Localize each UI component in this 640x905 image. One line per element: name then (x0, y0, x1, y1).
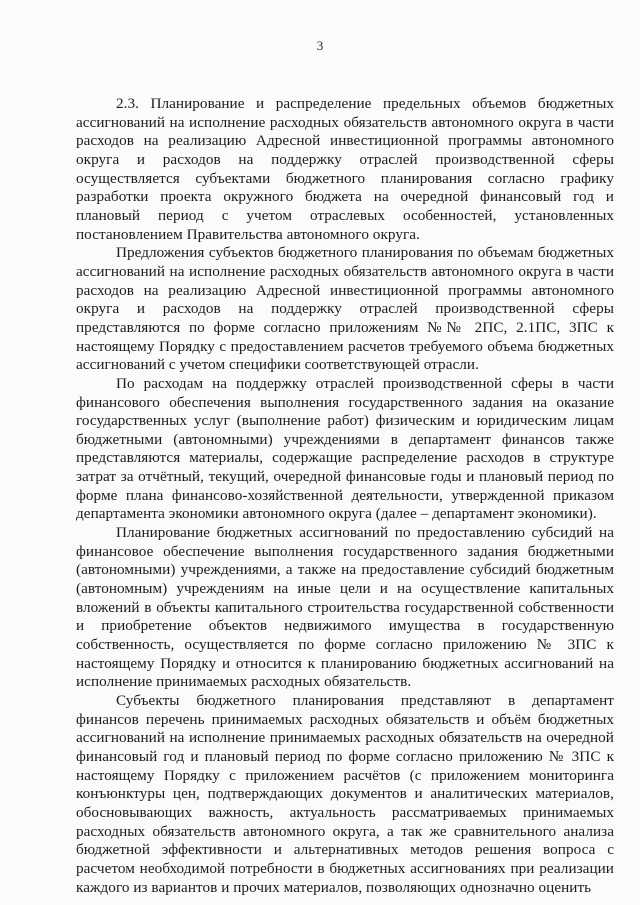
paragraph-proposals: Предложения субъектов бюджетного планирования по объемам бюджетных ассигнований на исполнение расходных обязательств автономного округа в части расходов на реализацию Адресной инвестиционной программы автономного округа и расходов на поддержку отраслей производственной сферы представляются по форме согласно приложениям №№ 2ПС, 2.1ПС, 3ПС к настоящему Порядку с предоставлением расчетов требуемого объема бюджетных ассигнований с учетом специфики соответствующей отрасли. (76, 244, 614, 374)
document-body (76, 95, 614, 897)
paragraph-2-3-planning: 2.3. Планирование и распределение предельных объемов бюджетных ассигнований на исполнение расходных обязательств автономного округа в части расходов на реализацию Адресной инвестиционной программы автономного округа и расходов на поддержку отраслей производственной сферы осуществляется субъектами бюджетного планирования согласно графику разработки проекта окружного бюджета на очередной финансовый год и плановый период с учетом отраслевых особенностей, установленных постановлением Правительства автономного округа. (76, 95, 614, 243)
page-number: 3 (316, 38, 324, 53)
paragraph-production-sphere-expenses: По расходам на поддержку отраслей производственной сферы в части финансового обеспечения выполнения государственного задания на оказание государственных услуг (выполнение работ) физическим и юридическим лицам бюджетными (автономными) учреждениями в департамент финансов также представляются материалы, содержащие распределение расходов в структуре затрат за отчётный, текущий, очередной финансовые годы и плановый период по форме плана финансово-хозяйственной деятельности, утвержденной приказом департамента экономики автономного округа (далее – департамент экономики). (76, 374, 614, 523)
paragraph-subsidies-planning: Планирование бюджетных ассигнований по предоставлению субсидий на финансовое обеспечение выполнения государственного задания бюджетными (автономными) учреждениями, а также на предоставление субсидий бюджетным (автономным) учреждениям на иные цели и на осуществление капитальных вложений в объекты капитального строительства государственной собственности и приобретение объектов недвижимого имущества в государственную собственность, осуществляется по форме согласно приложению № 3ПС к настоящему Порядку и относится к планированию бюджетных ассигнований на исполнение принимаемых расходных обязательств. (76, 524, 614, 691)
paragraph-budget-subjects: Субъекты бюджетного планирования представляют в департамент финансов перечень принимаемых расходных обязательств и объём бюджетных ассигнований на исполнение принимаемых расходных обязательств на очередной финансовый год и плановый период по форме согласно приложению № 3ПС к настоящему Порядку с приложением расчётов (с приложением мониторинга конъюнктуры цен, подтверждающих документов и аналитических материалов, обосновывающих важность, актуальность рассматриваемых принимаемых расходных обязательств автономного округа, а так же сравнительного анализа бюджетной эффективности и альтернативных методов решения вопроса с расчетом необходимой потребности в бюджетных ассигнованиях при реализации каждого из вариантов и прочих материалов, позволяющих однозначно оценить (76, 692, 614, 896)
